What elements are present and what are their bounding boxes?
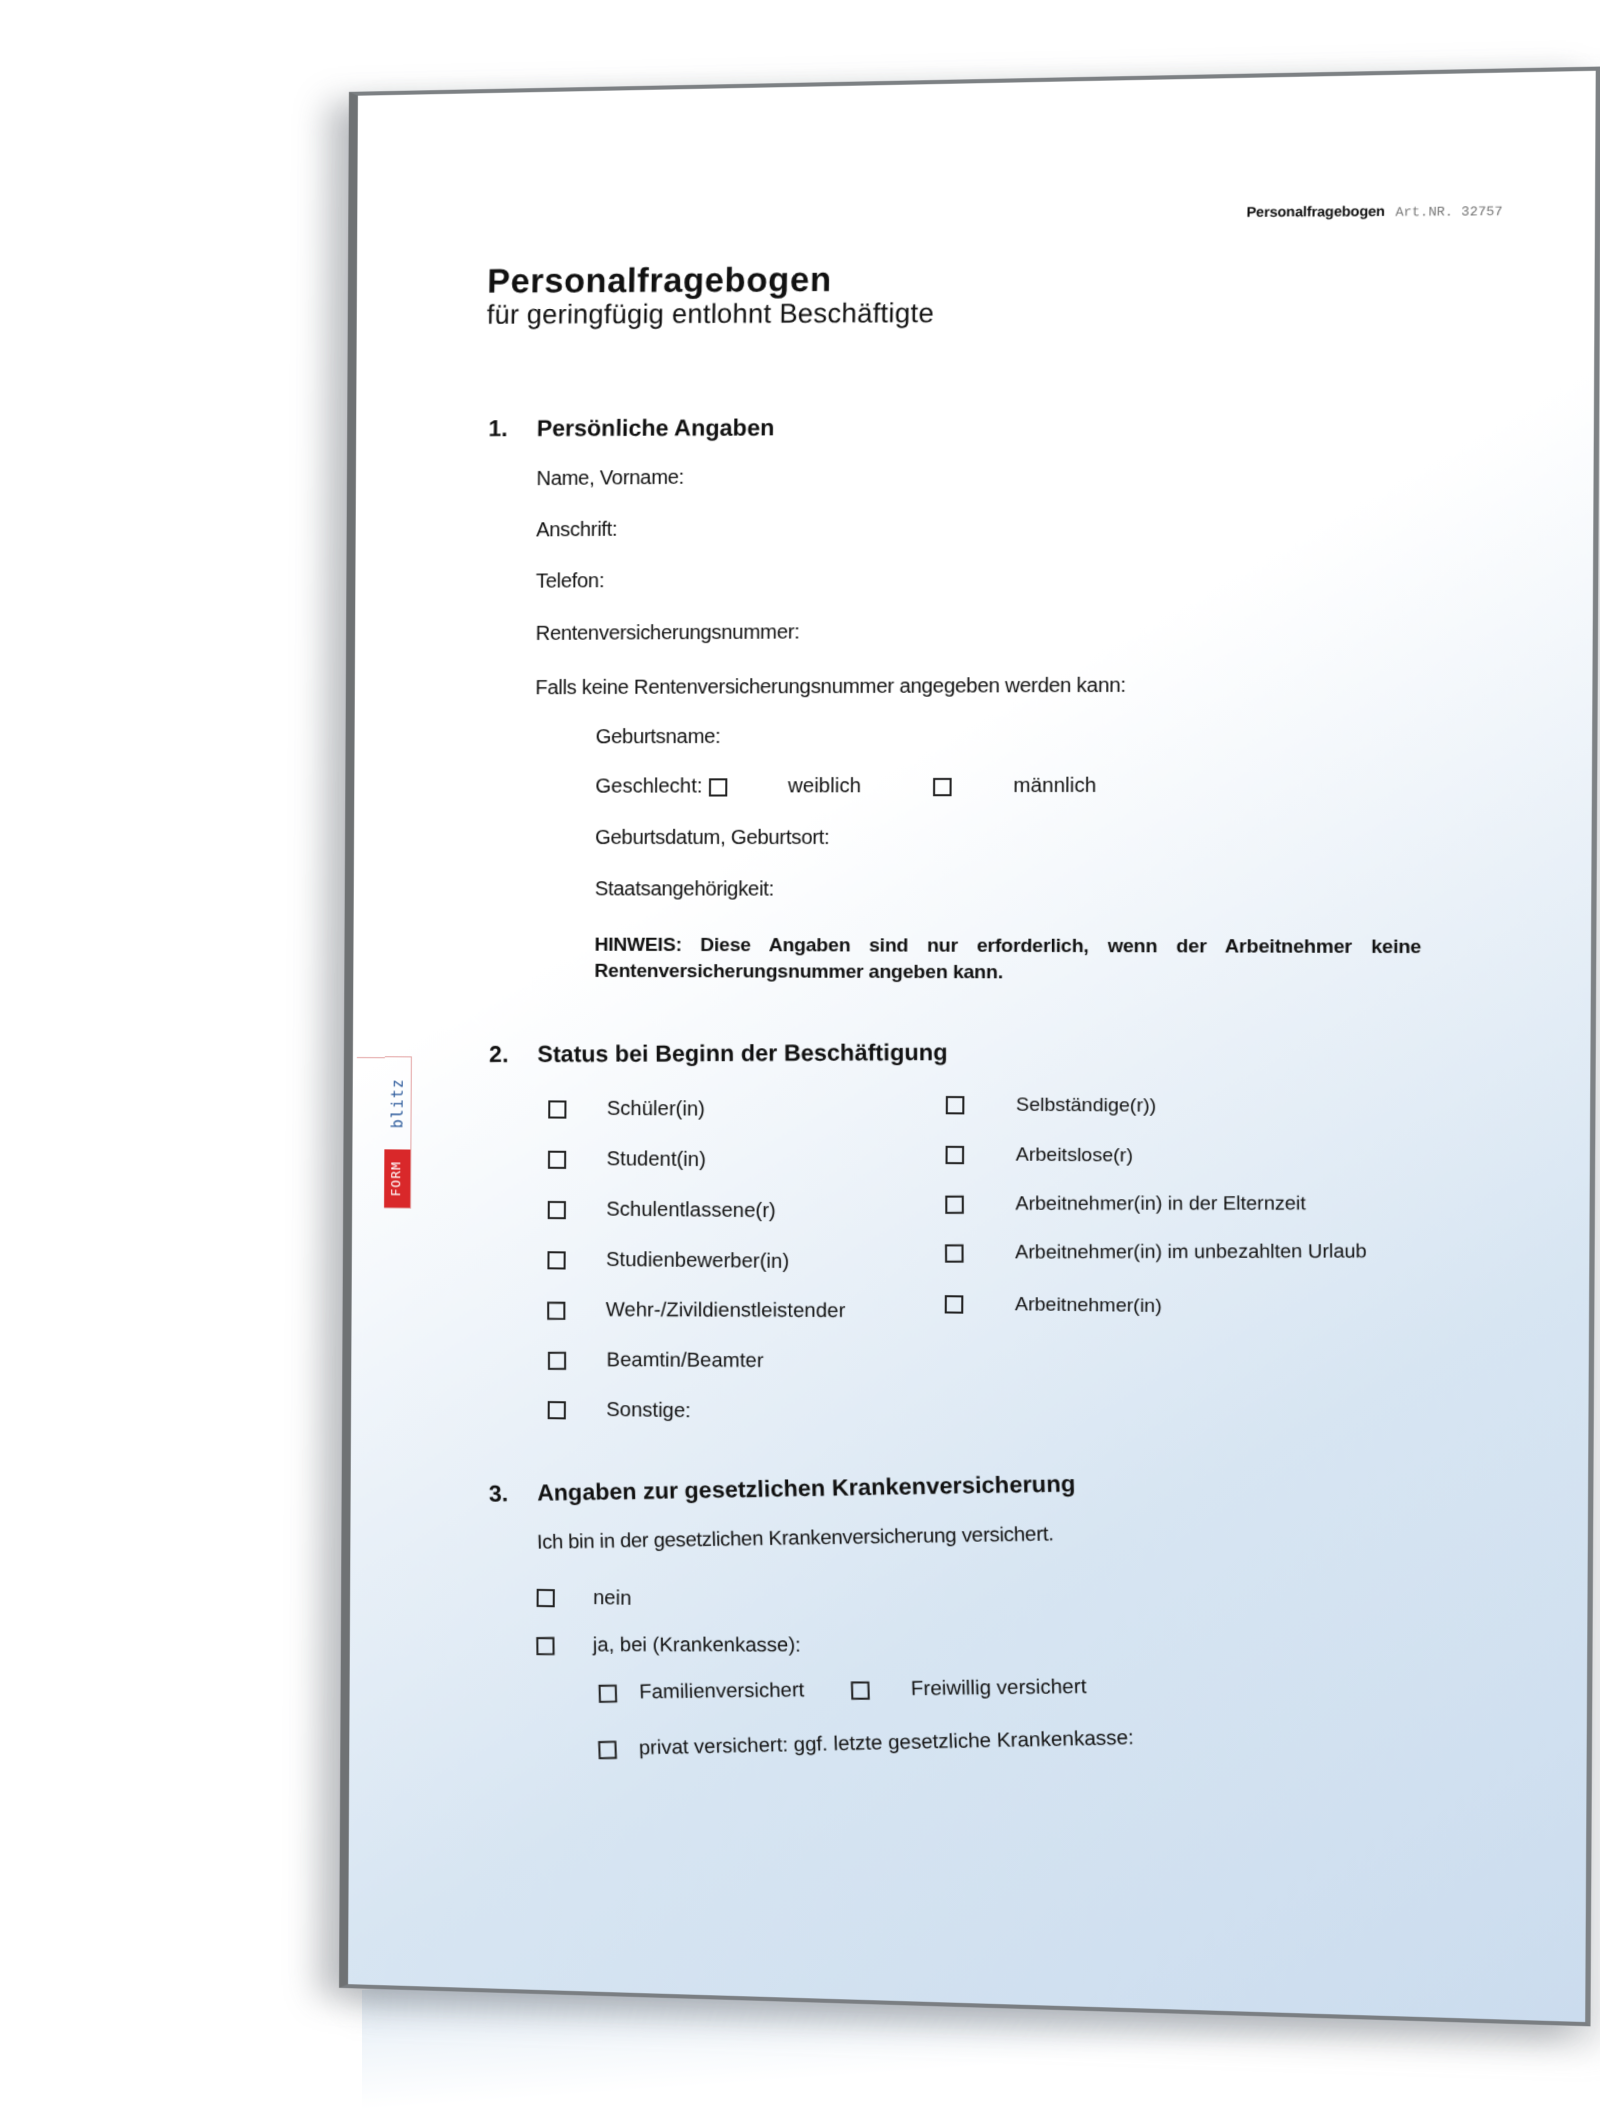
option-label: Studienbewerber(in) <box>606 1248 790 1274</box>
option-label: Student(in) <box>606 1148 706 1172</box>
checkbox[interactable] <box>537 1588 555 1606</box>
option-label: Beamtin/Beamter <box>606 1348 764 1372</box>
status-option[interactable] <box>945 1241 1367 1265</box>
option-label: Selbständige(r)) <box>1015 1094 1157 1117</box>
logo-blitz: blitz <box>388 1078 407 1129</box>
status-option[interactable] <box>945 1193 1306 1216</box>
page-subtitle: für geringfügig entlohnt Beschäftigte <box>486 297 935 330</box>
checkbox[interactable] <box>548 1401 566 1419</box>
checkbox[interactable] <box>536 1637 554 1655</box>
option-label: Arbeitnehmer(in) in der Elternzeit <box>1015 1193 1306 1215</box>
document-content <box>348 71 1596 2022</box>
insurance-option-nein[interactable] <box>537 1586 632 1611</box>
label-familien: Familienversichert <box>638 1679 805 1704</box>
status-option[interactable] <box>548 1148 706 1173</box>
option-label: Wehr-/Zivildienstleistender <box>605 1298 846 1323</box>
insurance-option-privat[interactable] <box>598 1727 1134 1762</box>
label-maennlich: männlich <box>1013 774 1097 798</box>
logo-form: FORM <box>384 1149 410 1207</box>
section-2-heading <box>489 1039 948 1068</box>
section-number: 2. <box>489 1041 509 1068</box>
checkbox[interactable] <box>598 1740 617 1759</box>
label-freiwillig: Freiwillig versichert <box>910 1675 1087 1701</box>
field-no-pension-note: Falls keine Rentenversicherungsnummer angegeben werden kann: <box>535 674 1126 700</box>
hinweis-note: HINWEIS: Diese Angaben sind nur erforderlich, wenn der Arbeitnehmer keine Rentenversicherungsnummer angeben kann. <box>594 934 1422 984</box>
option-label: Arbeitslose(r) <box>1015 1144 1133 1167</box>
field-address[interactable]: Anschrift: <box>536 518 618 542</box>
insurance-option-ja[interactable] <box>536 1634 801 1657</box>
status-option[interactable] <box>548 1198 776 1223</box>
field-phone[interactable]: Telefon: <box>535 570 605 593</box>
checkbox[interactable] <box>945 1146 964 1164</box>
document-page <box>339 67 1600 2027</box>
status-option[interactable] <box>946 1094 1157 1118</box>
status-option[interactable] <box>548 1398 691 1423</box>
field-name[interactable]: Name, Vorname: <box>536 466 685 491</box>
formblitz-logo <box>384 1056 412 1208</box>
label-weiblich: weiblich <box>788 775 861 798</box>
checkbox[interactable] <box>548 1100 566 1118</box>
checkbox[interactable] <box>945 1295 964 1314</box>
checkbox-familien[interactable] <box>598 1684 617 1702</box>
status-option[interactable] <box>945 1293 1162 1318</box>
section-3-heading <box>488 1470 1075 1508</box>
header-title: Personalfragebogen <box>1246 202 1386 220</box>
option-label: Sonstige: <box>606 1398 691 1423</box>
field-birth-date-place[interactable]: Geburtsdatum, Geburtsort: <box>595 826 830 850</box>
field-pension-number[interactable]: Rentenversicherungsnummer: <box>535 621 800 645</box>
checkbox-maennlich[interactable] <box>933 777 952 795</box>
option-label: ja, bei (Krankenkasse): <box>592 1634 801 1657</box>
page-title: Personalfragebogen <box>487 260 833 301</box>
article-number: Art.NR. 32757 <box>1395 203 1503 221</box>
option-label: privat versichert: ggf. letzte gesetzliche Krankenkasse: <box>638 1726 1135 1760</box>
header-reference <box>1246 202 1502 221</box>
checkbox-weiblich[interactable] <box>709 778 727 796</box>
section-title: Persönliche Angaben <box>536 414 775 442</box>
option-label: nein <box>593 1586 632 1610</box>
checkbox[interactable] <box>547 1301 565 1319</box>
insurance-intro: Ich bin in der gesetzlichen Krankenversicherung versichert. <box>536 1523 1054 1554</box>
insurance-suboptions-row <box>598 1676 1086 1705</box>
checkbox[interactable] <box>945 1196 964 1214</box>
section-number: 3. <box>488 1480 509 1507</box>
document-title-block <box>487 261 935 330</box>
field-nationality[interactable]: Staatsangehörigkeit: <box>594 878 775 901</box>
section-title: Angaben zur gesetzlichen Krankenversicherung <box>536 1470 1076 1506</box>
checkbox-freiwillig[interactable] <box>851 1681 870 1699</box>
checkbox[interactable] <box>547 1251 565 1269</box>
status-option[interactable] <box>548 1349 764 1373</box>
section-title: Status bei Beginn der Beschäftigung <box>537 1038 948 1068</box>
status-option[interactable] <box>945 1144 1132 1168</box>
option-label: Schüler(in) <box>606 1097 706 1121</box>
field-birth-name[interactable]: Geburtsname: <box>595 725 721 749</box>
gender-row <box>595 775 1096 799</box>
option-label: Schulentlassene(r) <box>606 1198 776 1223</box>
checkbox[interactable] <box>548 1200 566 1218</box>
section-number: 1. <box>488 415 508 442</box>
status-option[interactable] <box>547 1299 845 1323</box>
checkbox[interactable] <box>946 1096 965 1114</box>
option-label: Arbeitnehmer(in) <box>1014 1293 1162 1318</box>
checkbox[interactable] <box>548 1351 566 1369</box>
status-option[interactable] <box>548 1097 705 1121</box>
checkbox[interactable] <box>548 1150 566 1168</box>
gender-label: Geschlecht: <box>595 775 703 798</box>
option-label: Arbeitnehmer(in) im unbezahlten Urlaub <box>1015 1240 1367 1264</box>
checkbox[interactable] <box>945 1244 964 1262</box>
status-option[interactable] <box>547 1248 789 1274</box>
logo-rule <box>357 1057 385 1058</box>
logo-text <box>384 1057 411 1207</box>
section-1-heading <box>488 414 774 442</box>
